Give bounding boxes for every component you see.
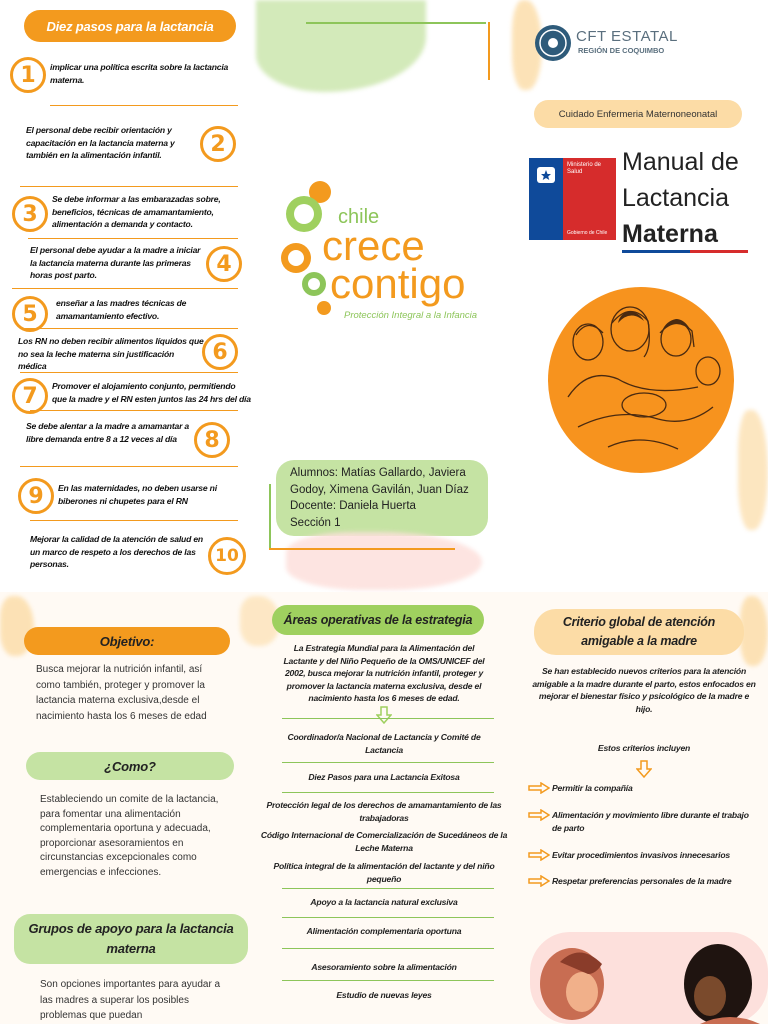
chile-crest-icon — [534, 164, 558, 186]
title-underline-red — [690, 250, 748, 253]
right-arrow-icon — [528, 849, 550, 861]
logo-contigo: contigo — [330, 260, 466, 307]
orange-frame-side — [488, 22, 490, 80]
cft-region: REGIÓN DE COQUIMBO — [578, 46, 665, 55]
criterio-item-2: Alimentación y movimiento libre durante el trabajo de parto — [552, 810, 749, 833]
down-arrow-icon — [376, 706, 392, 724]
minsal-footer: Gobierno de Chile — [567, 230, 608, 236]
areas-item-1: Coordinador/a Nacional de Lactancia y Comité de Lactancia — [287, 732, 481, 755]
credits-line-1: Alumnos: Matías Gallardo, Javiera — [290, 467, 466, 479]
step-7-number: 7 — [12, 378, 48, 414]
step-2-number: 2 — [200, 126, 236, 162]
logo-tagline: Protección Integral a la Infancia — [344, 310, 478, 321]
minsal-logo — [529, 158, 616, 240]
step-8-text: Se debe alentar a la madre a amamantar a libre demanda entre 8 a 12 veces al día — [26, 421, 190, 444]
como-title: ¿Como? — [26, 752, 234, 780]
steps-panel — [0, 0, 256, 592]
course-badge: Cuidado Enfermeria Maternoneonatal — [534, 100, 742, 128]
logo-crece: crece — [322, 222, 425, 269]
criterio-item-1: Permitir la compañía — [552, 783, 633, 793]
green-splash — [256, 0, 426, 92]
step-5-number: 5 — [12, 296, 48, 332]
step-8-number: 8 — [194, 422, 230, 458]
step-divider — [20, 186, 238, 187]
step-divider — [20, 328, 238, 329]
green-frame-top — [306, 22, 486, 24]
right-arrow-icon — [528, 875, 550, 887]
criterio-item-4: Respetar preferencias personales de la madre — [552, 876, 732, 886]
step-divider — [20, 466, 238, 467]
areas-divider — [282, 980, 494, 981]
credits-line-3: Docente: Daniela Huerta — [290, 500, 416, 512]
credits-frame-bottom — [269, 548, 455, 550]
criterio-title: Criterio global de atención amigable a la madre — [534, 609, 744, 655]
step-4-text: El personal debe ayudar a la madre a iniciar la lactancia materna durante las primeras horas post parto. — [30, 245, 201, 280]
grupos-text: Son opciones importantes para ayudar a las madres a superar los posibles problemas que puedan — [40, 979, 221, 1021]
peach-splash-right — [738, 410, 768, 530]
areas-item-9: Estudio de nuevas leyes — [336, 990, 432, 1000]
title-underline-blue — [622, 250, 690, 253]
grupos-title: Grupos de apoyo para la lactancia materna — [14, 914, 248, 964]
mothers-illustration — [530, 922, 768, 1024]
areas-intro: La Estrategia Mundial para la Alimentación del Lactante y del Niño Pequeño de la OMS/UNICEF del 2002, busca mejorar la nutrición infantil, proteger y promover la lactancia materna exclusiva, desde el nacimiento hasta los 6 meses de edad. — [283, 643, 485, 703]
objetivo-title: Objetivo: — [24, 627, 230, 655]
step-divider — [30, 410, 238, 411]
step-3-text: Se debe informar a las embarazadas sobre, beneficios, técnicas de amamantamiento, alimentación a demanda y contacto. — [52, 194, 221, 229]
down-arrow-icon — [636, 760, 652, 778]
step-divider — [50, 105, 238, 106]
credits-line-2: Godoy, Ximena Gavilán, Juan Díaz — [290, 483, 469, 496]
como-text: Estableciendo un comite de la lactancia, para fomentar una alimentación complementaria oportuna y adecuada, proporcionar asesoramientos en circunstancias excepcionales como emergencias e infecciones. — [40, 794, 219, 878]
areas-item-7: Alimentación complementaria oportuna — [306, 926, 462, 936]
step-6-number: 6 — [202, 334, 238, 370]
credits-frame-side — [269, 484, 271, 548]
step-10-text: Mejorar la calidad de la atención de salud en un marco de respeto a los derechos de las personas. — [30, 534, 203, 569]
areas-title: Áreas operativas de la estrategia — [272, 605, 484, 635]
areas-divider — [282, 762, 494, 763]
peach-splash-bottom-right — [740, 596, 768, 666]
logo-panel — [256, 0, 512, 592]
right-arrow-icon — [528, 782, 550, 794]
step-divider — [28, 238, 238, 239]
steps-title: Diez pasos para la lactancia — [24, 10, 236, 42]
step-divider — [20, 372, 238, 373]
criterio-sub: Estos criterios incluyen — [597, 743, 691, 753]
areas-item-5: Política integral de la alimentación del lactante y del niño pequeño — [273, 861, 495, 884]
minsal-line-2: Salud — [567, 169, 583, 175]
areas-item-3: Protección legal de los derechos de amamantamiento de las trabajadoras — [266, 800, 502, 823]
cover-title-line-2: Lactancia — [622, 184, 730, 212]
areas-item-4: Código Internacional de Comercialización de Sucedáneos de la Leche Materna — [260, 830, 508, 853]
family-illustration — [548, 287, 734, 473]
step-1-number: 1 — [10, 57, 46, 93]
logo-chile: chile — [338, 206, 380, 228]
step-1-text: implicar una política escrita sobre la lactancia materna. — [50, 62, 229, 85]
step-divider — [30, 520, 238, 521]
objetivo-text: Busca mejorar la nutrición infantil, así como también, proteger y promover la lactancia materna exclusiva,desde el nacimiento hasta los 6 meses de edad — [36, 664, 207, 722]
criterio-intro: Se han establecido nuevos criterios para la atención amigable a la madre durante el parto, estos enfocados en mejorar el bienestar físico y psicológico de la madre e hijo. — [532, 666, 756, 714]
areas-divider — [282, 948, 494, 949]
cft-name: CFT ESTATAL — [576, 28, 678, 45]
cover-panel — [512, 0, 768, 592]
areas-divider — [282, 917, 494, 918]
minsal-line-1: Ministerio de — [567, 162, 602, 168]
step-divider — [12, 288, 238, 289]
step-9-text: En las maternidades, no deben usarse ni biberones ni chupetes para el RN — [58, 483, 217, 506]
step-9-number: 9 — [18, 478, 54, 514]
step-4-number: 4 — [206, 246, 242, 282]
areas-item-6: Apoyo a la lactancia natural exclusiva — [310, 897, 458, 907]
areas-item-2: Diez Pasos para una Lactancia Exitosa — [308, 772, 460, 782]
step-7-text: Promover el alojamiento conjunto, permitiendo que la madre y el RN esten juntos las 24 hrs del día — [52, 381, 251, 404]
pink-splash — [286, 532, 482, 590]
credits-box — [276, 460, 488, 536]
step-3-number: 3 — [12, 196, 48, 232]
areas-divider — [282, 792, 494, 793]
areas-item-8: Asesoramiento sobre la alimentación — [311, 962, 457, 972]
areas-divider — [282, 718, 494, 719]
cft-seal-icon — [534, 24, 572, 62]
right-arrow-icon — [528, 809, 550, 821]
step-2-text: El personal debe recibir orientación y capacitación en la lactancia materna y también en la alimentación infantil. — [26, 125, 175, 160]
cover-title-line-1: Manual de — [622, 148, 739, 176]
credits-line-4: Sección 1 — [290, 516, 341, 529]
step-6-text: Los RN no deben recibir alimentos líquidos que no sea la leche materna sin justificación médica — [18, 336, 204, 371]
criterio-item-3: Evitar procedimientos invasivos innecesarios — [552, 850, 730, 860]
cover-title-line-3: Materna — [622, 220, 718, 248]
areas-divider — [282, 888, 494, 889]
step-10-number: 10 — [208, 537, 246, 575]
step-5-text: enseñar a las madres técnicas de amamantamiento efectivo. — [56, 298, 187, 321]
